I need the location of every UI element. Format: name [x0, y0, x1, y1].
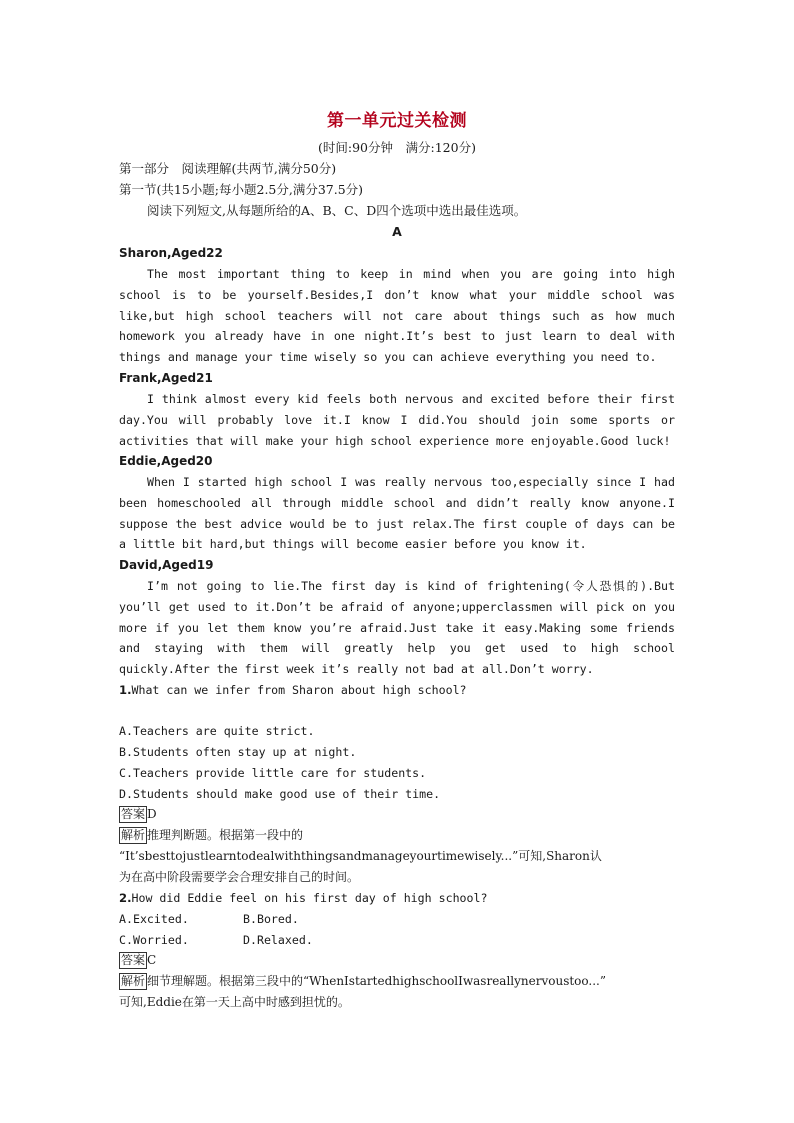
answer-tag: 答案	[121, 807, 146, 821]
analysis-tag: 解析	[121, 828, 146, 842]
analysis-text: 细节理解题。根据第三段中的“WhenIstartedhighschoolIwasreallynervoustoo...”	[147, 974, 606, 988]
speaker-name: Eddie,Aged20	[119, 454, 213, 468]
question-text: What can we infer from Sharon about high school?	[131, 683, 467, 697]
part-heading: 第一部分 阅读理解(共两节,满分50分)	[119, 161, 337, 176]
passage-label: A	[392, 224, 402, 239]
option-b: B.Students often stay up at night.	[119, 745, 357, 759]
speaker-paragraph: I’m not going to lie.The first day is kind of frightening(令人恐惧的).But you’ll get used to it.Don’t be afraid of anyone;upperclassmen will pick on you more if you let them know you’re afraid.Just take it easy.Making some friends and staying with them will greatly help you get used to high school quickly.After the first week it’s really not bad at all.Don’t worry.	[119, 579, 675, 677]
options-row-1	[119, 910, 299, 928]
answer-line	[119, 805, 157, 823]
section-heading: 第一节(共15小题;每小题2.5分,满分37.5分)	[119, 182, 364, 197]
page-title: 第一单元过关检测	[327, 111, 467, 131]
speaker-name: David,Aged19	[119, 558, 214, 572]
analysis-text: 推理判断题。根据第一段中的	[147, 828, 304, 842]
option-d: D.Relaxed.	[243, 933, 313, 947]
option-a: A.Teachers are quite strict.	[119, 724, 315, 738]
instructions: 阅读下列短文,从每题所给的A、B、C、D四个选项中选出最佳选项。	[147, 203, 527, 218]
question-2	[119, 889, 487, 907]
analysis-line	[119, 826, 303, 844]
answer-value: C	[147, 953, 157, 967]
speaker-name: Sharon,Aged22	[119, 246, 223, 260]
option-b: B.Bored.	[243, 912, 299, 926]
analysis-text: 为在高中阶段需要学会合理安排自己的时间。	[119, 870, 360, 884]
question-number: 2.	[119, 891, 132, 905]
answer-line	[119, 951, 156, 969]
option-c: C.Worried.	[119, 933, 189, 947]
analysis-text: 可知,Eddie在第一天上高中时感到担忧的。	[119, 995, 350, 1009]
speaker-name: Frank,Aged21	[119, 371, 213, 385]
analysis-line	[119, 972, 606, 990]
options-row-2	[119, 931, 313, 949]
exam-time-score: (时间:90分钟 满分:120分)	[318, 140, 476, 155]
analysis-text: “It’sbesttojustlearntodealwiththingsandmanageyourtimewisely...”可知,Sharon认	[119, 849, 602, 863]
speaker-paragraph: When I started high school I was really nervous too,especially since I had been homeschooled all through middle school and didn’t really know anyone.I suppose the best advice would be to just relax.The first couple of days can be a little bit hard,but things will become easier before you know it.	[119, 475, 675, 552]
option-a: A.Excited.	[119, 912, 189, 926]
speaker-paragraph: The most important thing to keep in mind when you are going into high school is to be yourself.Besides,I don’t know what your middle school was like,but high school teachers will not care about things such as how much homework you already have in one night.It’s best to just learn to deal with things and manage your time wisely so you can achieve everything you need to.	[119, 267, 675, 365]
question-number: 1.	[119, 683, 132, 697]
answer-tag: 答案	[121, 953, 146, 967]
speaker-paragraph: I think almost every kid feels both nervous and excited before their first day.You will probably love it.I know I did.You should join some sports or activities that will make your high school experience more enjoyable.Good luck!	[119, 392, 675, 448]
option-c: C.Teachers provide little care for students.	[119, 766, 427, 780]
question-1	[119, 681, 467, 699]
analysis-tag: 解析	[121, 974, 146, 988]
option-d: D.Students should make good use of their time.	[119, 787, 441, 801]
question-text: How did Eddie feel on his first day of high school?	[131, 891, 488, 905]
answer-value: D	[147, 807, 157, 821]
